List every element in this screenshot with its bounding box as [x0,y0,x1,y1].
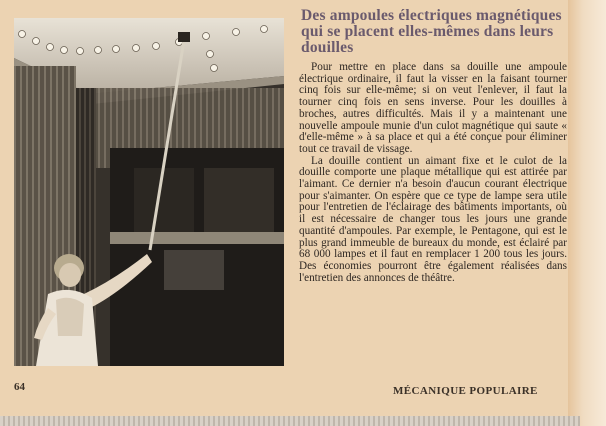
article-photo [14,18,284,366]
article-headline: Des ampoules électriques magnétiques qui se placent elles-mêmes dans leurs douilles [301,7,562,56]
magazine-name: MÉCANIQUE POPULAIRE [393,385,538,397]
article-paragraph: La douille contient un aimant fixe et le culot de la douille comporte une plaque métallique qui est attirée par l'aimant. Ce dernier n'a besoin d'aucun courant électrique pour s'aimanter. On espère que ce type de lampe sera utile pour l'entretien de l'éclairage des bâtiments importants, où il est nécessaire de changer tous les jours une grande quantité d'ampoules. Par exemple, le Pentagone, qui est le plus grand immeuble de bureaux du monde, est éclairé par 68 000 lampes et il faut en remplacer 1 200 tous les jours. Des économies pourront être également réalisées dans l'entretien des annonces de théâtre. [299,154,567,284]
article-body [299,62,567,284]
article-paragraph: Pour mettre en place dans sa douille une ampoule électrique ordinaire, il faut la visser en la faisant tourner cinq fois sur elle-même; si on veut l'enlever, il faut la tourner cinq fois en sens inverse. Pour les douilles à broches, autres difficultés. Mais il y a maintenant une nouvelle ampoule munie d'un culot magnétique qui saute « d'elle-même » à sa place et qui a été conçue pour éliminer tout ce travail de vissage. [299,61,567,155]
page-bottom-edge [0,416,580,426]
page-edge [568,0,606,426]
page-number: 64 [14,381,25,393]
